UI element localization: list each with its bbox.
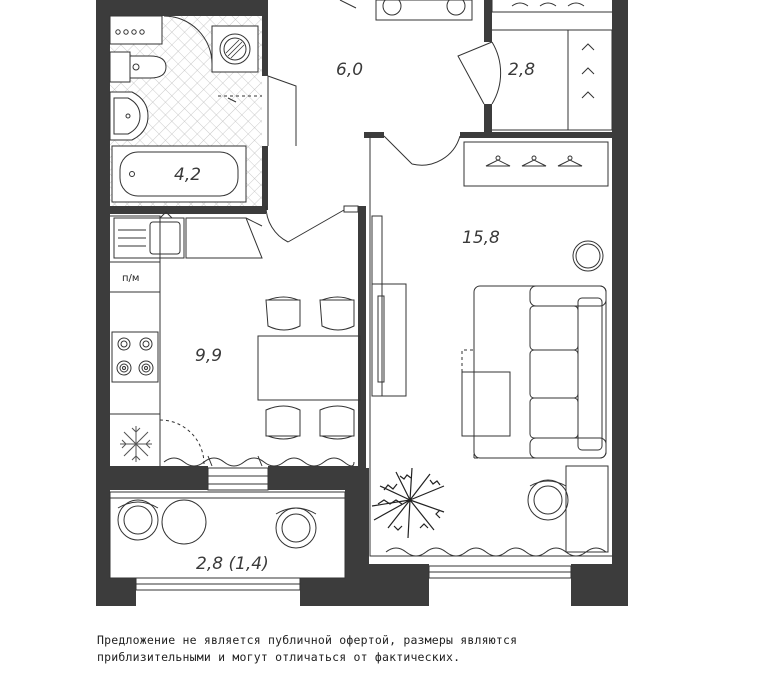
desk — [566, 466, 608, 552]
bathroom — [110, 16, 296, 206]
hall — [384, 42, 501, 165]
living-wardrobe — [464, 142, 608, 186]
wall-bath-right — [262, 0, 268, 76]
tv-panel — [372, 284, 406, 396]
wall-wardrobe-left — [484, 0, 492, 42]
wall-bath-bottom — [110, 206, 266, 214]
lamp-icon — [573, 241, 603, 271]
kitchen — [110, 206, 360, 490]
wall-top-stub — [96, 0, 268, 6]
wall-bottom-left — [96, 578, 136, 606]
wall-bottom-living-right — [571, 564, 628, 606]
balcony-door[interactable] — [208, 468, 268, 490]
wall-living-right-top — [460, 132, 612, 138]
stove-icon — [112, 332, 158, 382]
area-hall: 6,0 — [336, 60, 364, 80]
hall-door-living[interactable] — [384, 136, 460, 165]
living-room — [370, 136, 612, 578]
area-living-room: 15,8 — [462, 228, 500, 248]
wall-kitchen-living — [358, 206, 366, 468]
wardrobe — [492, 30, 612, 130]
balcony-table — [162, 500, 206, 544]
tv-stand — [372, 216, 382, 396]
microwave-label: п/м — [122, 273, 140, 284]
area-balcony: 2,8 (1,4) — [196, 554, 269, 574]
wall-bath-right-low — [262, 146, 268, 210]
balcony-chair-icon — [118, 500, 316, 548]
coffee-table — [462, 372, 510, 436]
area-wardrobe: 2,8 — [508, 60, 536, 80]
wall-bottom-living-left — [369, 564, 429, 606]
dining-table — [258, 336, 360, 400]
disclaimer-line-1: Предложение не является публичной офертой, размеры являются — [97, 633, 518, 647]
wall-wardrobe-left-low — [484, 104, 492, 136]
plant-icon — [372, 468, 444, 538]
area-bathroom: 4,2 — [174, 165, 202, 185]
sink-icon — [110, 92, 148, 140]
wall-outer-left — [96, 0, 110, 606]
balcony — [110, 492, 345, 590]
wall-bath-top — [96, 6, 268, 16]
wall-kitchen-bottom-right — [268, 466, 360, 490]
toilet-icon — [110, 52, 166, 82]
area-kitchen: 9,9 — [195, 346, 223, 366]
top-fragments — [340, 0, 612, 20]
wall-bottom-balcony-right — [300, 578, 345, 606]
snowflake-icon — [120, 426, 152, 462]
wall-hall-living — [364, 132, 384, 138]
wall-outer-right — [612, 0, 628, 606]
armchair-icon — [528, 480, 568, 520]
disclaimer — [97, 632, 737, 666]
kitchen-door[interactable] — [266, 206, 344, 242]
wardrobe-door[interactable] — [458, 42, 501, 104]
wall-kitchen-bottom — [110, 466, 208, 490]
bathroom-door[interactable] — [268, 76, 296, 146]
disclaimer-line-2: приблизительными и могут отличаться от фактических. — [97, 650, 461, 664]
hanger-icon — [486, 160, 582, 166]
dining-chair-icon — [266, 297, 354, 439]
